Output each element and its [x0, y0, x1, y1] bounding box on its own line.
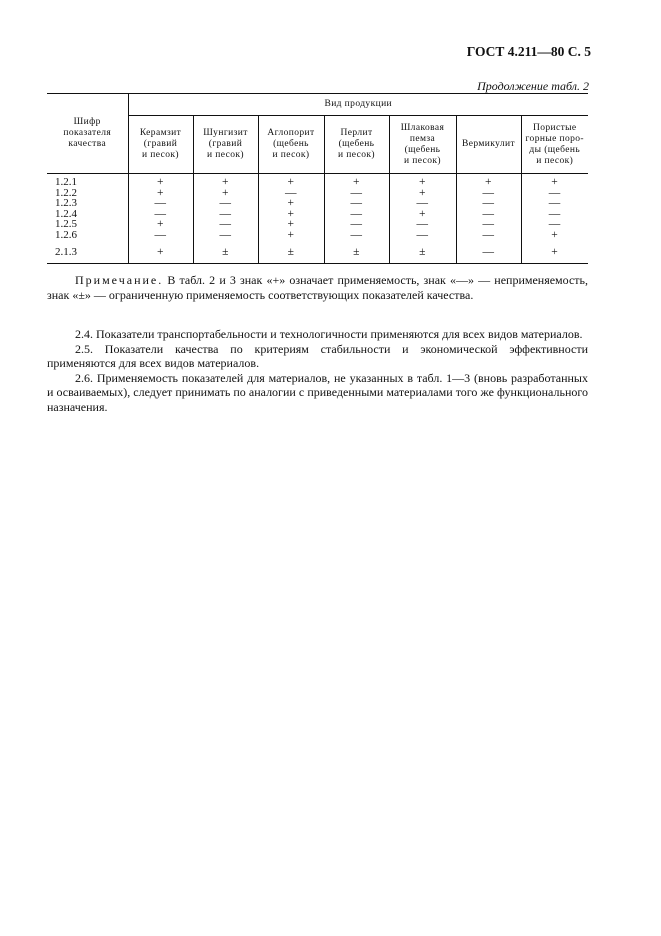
- table-cell: +: [193, 188, 258, 199]
- table-cell: —: [324, 198, 389, 209]
- col-header-porous-rocks: Пористые горные поро- ды (щебень и песок): [521, 116, 588, 174]
- table-cell: —: [389, 230, 456, 241]
- table-row: [47, 209, 588, 220]
- col-header-vermiculite: Вермикулит: [456, 116, 521, 174]
- table-cell: ±: [324, 240, 389, 264]
- table-cell: —: [193, 198, 258, 209]
- applicability-table: [47, 93, 588, 264]
- product-group-header: Вид продукции: [128, 94, 588, 116]
- note-label: Примечание.: [75, 273, 164, 287]
- table-row: [47, 230, 588, 241]
- table-cell: +: [324, 174, 389, 188]
- table-cell: —: [324, 230, 389, 241]
- table-cell: +: [389, 209, 456, 220]
- row-code: 1.2.3: [55, 197, 77, 209]
- table-cell: —: [521, 219, 588, 230]
- table-cell: —: [389, 219, 456, 230]
- table-cell: +: [258, 209, 324, 220]
- table-cell: +: [258, 174, 324, 188]
- row-code: 1.2.1: [55, 176, 77, 188]
- table-cell: —: [193, 219, 258, 230]
- table-cell: —: [456, 219, 521, 230]
- table-cell: —: [324, 219, 389, 230]
- table-cell: +: [128, 240, 193, 264]
- page-header: ГОСТ 4.211—80 С. 5: [466, 44, 591, 59]
- row-code: 1.2.2: [55, 186, 77, 199]
- table-cell: —: [128, 230, 193, 241]
- note-text: В табл. 2 и 3 знак «+» означает применяемость, знак «—» — неприменяемость, знак «±» — ограниченную применяемость соответствующих показателей качества.: [47, 273, 588, 302]
- table-cell: —: [258, 188, 324, 199]
- table-cell: +: [258, 219, 324, 230]
- table-cell: +: [389, 188, 456, 199]
- table-row: [47, 188, 588, 199]
- table-note: [47, 273, 588, 302]
- table-cell: +: [521, 174, 588, 188]
- col-header-agloporit: Аглопорит (щебень и песок): [258, 116, 324, 174]
- paragraph-2-4: 2.4. Показатели транспортабельности и технологичности применяются для всех видов материалов.: [75, 327, 583, 341]
- table-continuation-label: Продолжение табл. 2: [477, 79, 589, 93]
- col-header-perlit: Перлит (щебень и песок): [324, 116, 389, 174]
- table-cell: +: [456, 174, 521, 188]
- col-header-keramzit: Керамзит (гравий и песок): [128, 116, 193, 174]
- table-cell: —: [128, 209, 193, 220]
- table-cell: +: [193, 174, 258, 188]
- row-code: 1.2.5: [55, 218, 77, 230]
- col-header-shungizit: Шунгизит (гравий и песок): [193, 116, 258, 174]
- col-header-slag-pumice: Шлаковая пемза (щебень и песок): [389, 116, 456, 174]
- table-cell: ±: [389, 240, 456, 264]
- table-cell: ±: [258, 240, 324, 264]
- table-cell: +: [258, 230, 324, 241]
- table-row: [47, 219, 588, 230]
- table-cell: +: [128, 174, 193, 188]
- table-cell: —: [193, 230, 258, 241]
- table-cell: —: [389, 198, 456, 209]
- table-cell: —: [324, 209, 389, 220]
- table-cell: —: [456, 230, 521, 241]
- row-code: 2.1.3: [47, 240, 128, 264]
- table-cell: —: [456, 188, 521, 199]
- paragraph-2-5: 2.5. Показатели качества по критериям стабильности и экономической эффективности применяются для всех видов материалов.: [47, 341, 588, 370]
- row-code: 1.2.4: [55, 207, 77, 220]
- table-cell: —: [128, 198, 193, 209]
- table-cell: —: [456, 209, 521, 220]
- body-text: [47, 327, 588, 414]
- table-row: [47, 174, 588, 188]
- table-cell: —: [521, 188, 588, 199]
- table-cell: —: [193, 209, 258, 220]
- code-column-header: Шифр показателя качества: [47, 94, 128, 174]
- table-cell: —: [456, 198, 521, 209]
- table-cell: +: [389, 174, 456, 188]
- table-cell: —: [456, 240, 521, 264]
- table-cell: +: [128, 219, 193, 230]
- table-cell: +: [258, 198, 324, 209]
- table-row: [47, 240, 588, 264]
- table-cell: +: [521, 240, 588, 264]
- row-code: 1.2.6: [55, 228, 77, 241]
- table-row: [47, 198, 588, 209]
- table-cell: ±: [193, 240, 258, 264]
- table-cell: —: [521, 209, 588, 220]
- table-cell: —: [521, 198, 588, 209]
- paragraph-2-6: 2.6. Применяемость показателей для материалов, не указанных в табл. 1—3 (вновь разработанных и осваиваемых), следует принимать по аналогии с приведенными материалами того же функционального назначения.: [47, 370, 588, 414]
- table-cell: +: [521, 230, 588, 241]
- table-cell: +: [128, 188, 193, 199]
- table-cell: —: [324, 188, 389, 199]
